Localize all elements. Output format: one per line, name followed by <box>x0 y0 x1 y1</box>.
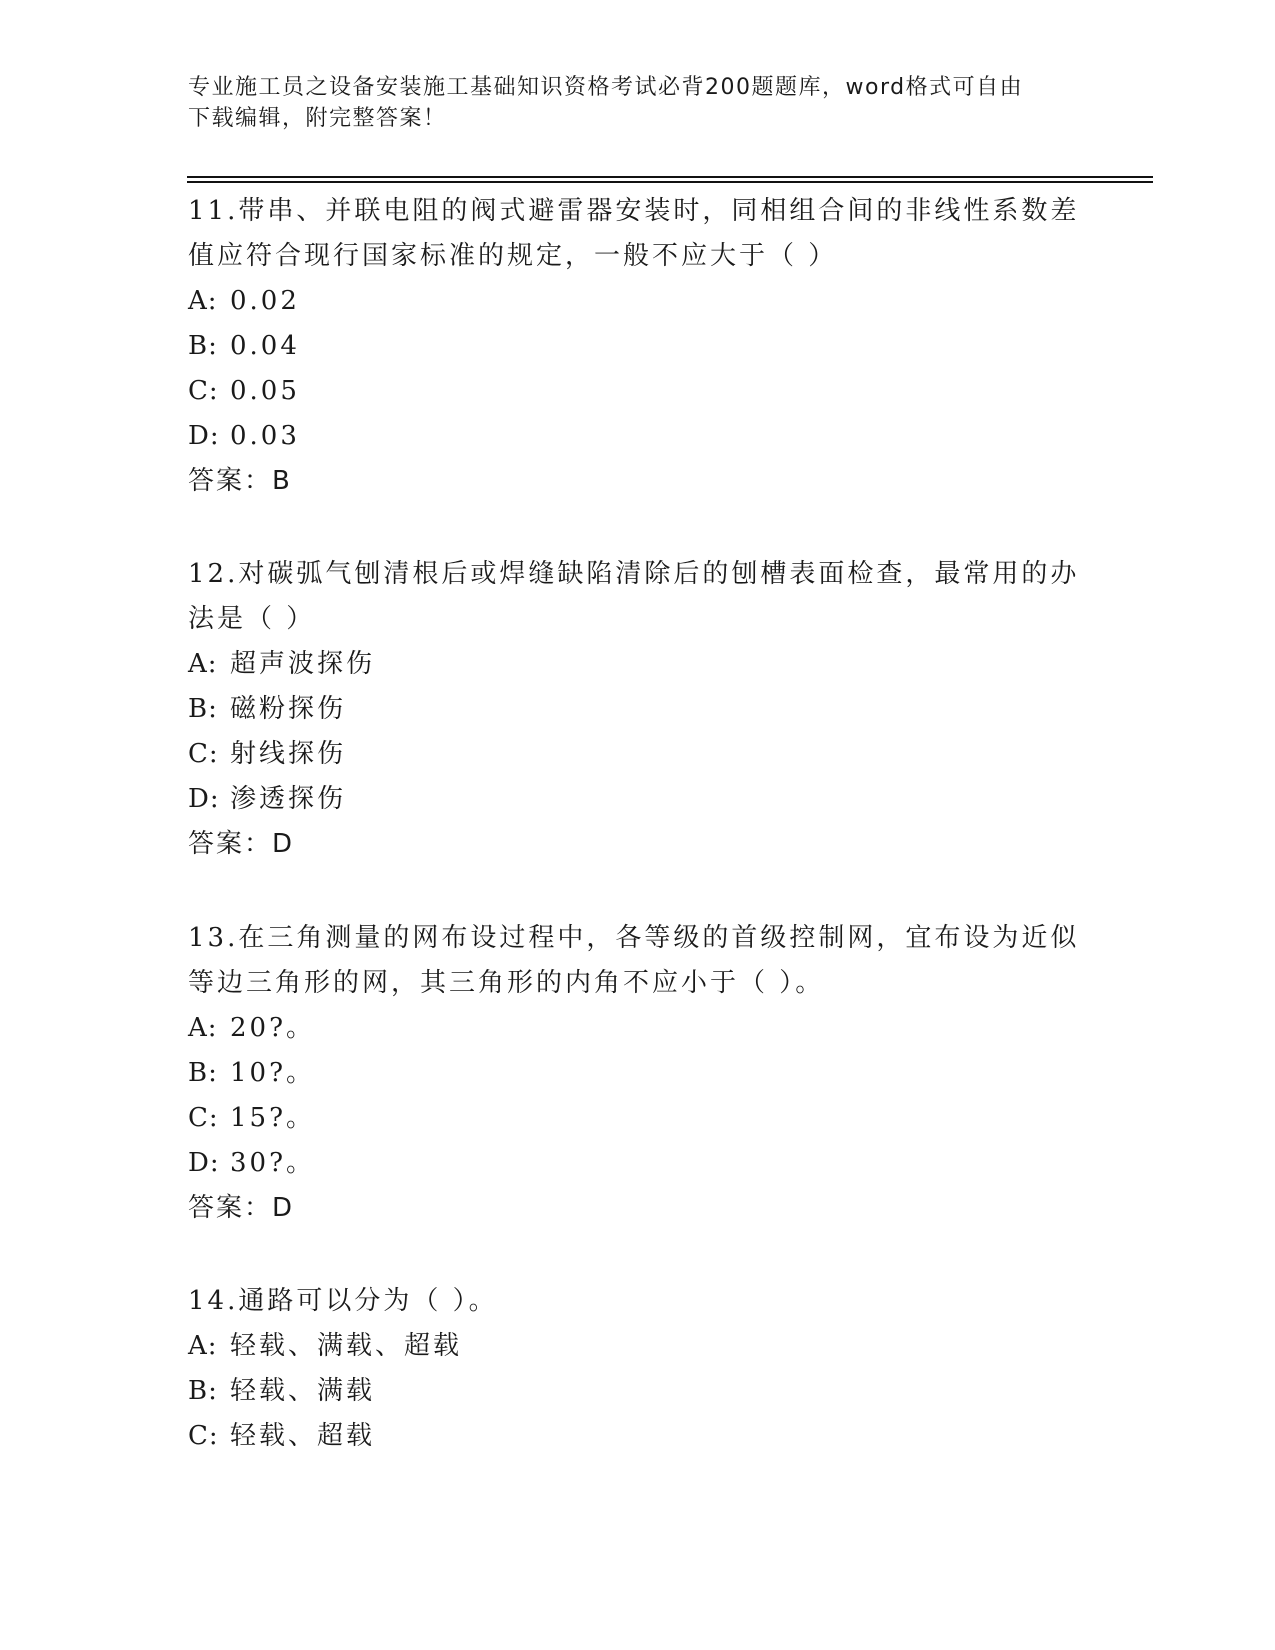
option-text: 0.02 <box>230 286 300 316</box>
option-letter: C: <box>188 1421 219 1451</box>
option-letter: D: <box>188 784 220 814</box>
option-c <box>188 1414 1088 1459</box>
option-b <box>188 687 1088 732</box>
option-text: 渗透探伤 <box>230 784 347 814</box>
option-text: 轻载、满载、超载 <box>230 1331 463 1361</box>
question-text-line-1: 13.在三角测量的网布设过程中，各等级的首级控制网，宜布设为近似 <box>188 923 1080 953</box>
option-c <box>188 369 1088 414</box>
option-d <box>188 414 1088 459</box>
option-d <box>188 777 1088 822</box>
question-text-line-1: 12.对碳弧气刨清根后或焊缝缺陷清除后的刨槽表面检查，最常用的办 <box>188 559 1080 589</box>
question-13 <box>188 916 1088 1230</box>
question-11 <box>188 189 1088 503</box>
question-text-line-1: 11.带串、并联电阻的阀式避雷器安装时，同相组合间的非线性系数差 <box>188 196 1080 226</box>
option-letter: B: <box>188 331 218 361</box>
option-text: 15?。 <box>230 1103 316 1133</box>
question-12 <box>188 552 1088 866</box>
question-14 <box>188 1279 1088 1459</box>
option-text: 30?。 <box>230 1148 316 1178</box>
option-c <box>188 732 1088 777</box>
option-c <box>188 1096 1088 1141</box>
option-letter: D: <box>188 1148 220 1178</box>
option-text: 0.04 <box>230 331 300 361</box>
option-letter: A: <box>188 1013 218 1043</box>
option-text: 轻载、超载 <box>230 1421 376 1451</box>
option-letter: A: <box>188 286 218 316</box>
option-letter: D: <box>188 421 220 451</box>
document-header <box>188 72 1068 134</box>
option-text: 0.05 <box>230 376 300 406</box>
option-d <box>188 1141 1088 1186</box>
option-b <box>188 1369 1088 1414</box>
option-a <box>188 1006 1088 1051</box>
option-text: 0.03 <box>230 421 300 451</box>
header-divider-top <box>187 176 1153 178</box>
option-letter: A: <box>188 649 218 679</box>
option-a <box>188 642 1088 687</box>
option-letter: A: <box>188 1331 218 1361</box>
question-text-line-1: 14.通路可以分为（ ）。 <box>188 1286 498 1316</box>
question-text-line-2: 值应符合现行国家标准的规定，一般不应大于（ ） <box>188 241 838 271</box>
option-letter: C: <box>188 739 219 769</box>
option-b <box>188 1051 1088 1096</box>
option-letter: B: <box>188 1058 218 1088</box>
question-text-line-2: 法是（ ） <box>188 604 316 634</box>
option-text: 20?。 <box>230 1013 316 1043</box>
option-letter: C: <box>188 1103 219 1133</box>
option-text: 磁粉探伤 <box>230 694 347 724</box>
option-b <box>188 324 1088 369</box>
option-letter: B: <box>188 1376 218 1406</box>
option-text: 轻载、满载 <box>230 1376 376 1406</box>
header-line-1: 专业施工员之设备安装施工基础知识资格考试必背200题题库，word格式可自由 <box>188 75 1024 100</box>
option-a <box>188 1324 1088 1369</box>
option-a <box>188 279 1088 324</box>
option-letter: C: <box>188 376 219 406</box>
option-letter: B: <box>188 694 218 724</box>
option-text: 10?。 <box>230 1058 316 1088</box>
option-text: 超声波探伤 <box>230 649 376 679</box>
answer-line: 答案：D <box>188 1193 295 1223</box>
header-line-2: 下载编辑，附完整答案！ <box>188 106 447 131</box>
header-divider-bottom <box>187 181 1153 183</box>
answer-line: 答案：B <box>188 466 292 496</box>
question-text-line-2: 等边三角形的网，其三角形的内角不应小于（ ）。 <box>188 968 825 998</box>
option-text: 射线探伤 <box>230 739 347 769</box>
answer-line: 答案：D <box>188 829 295 859</box>
